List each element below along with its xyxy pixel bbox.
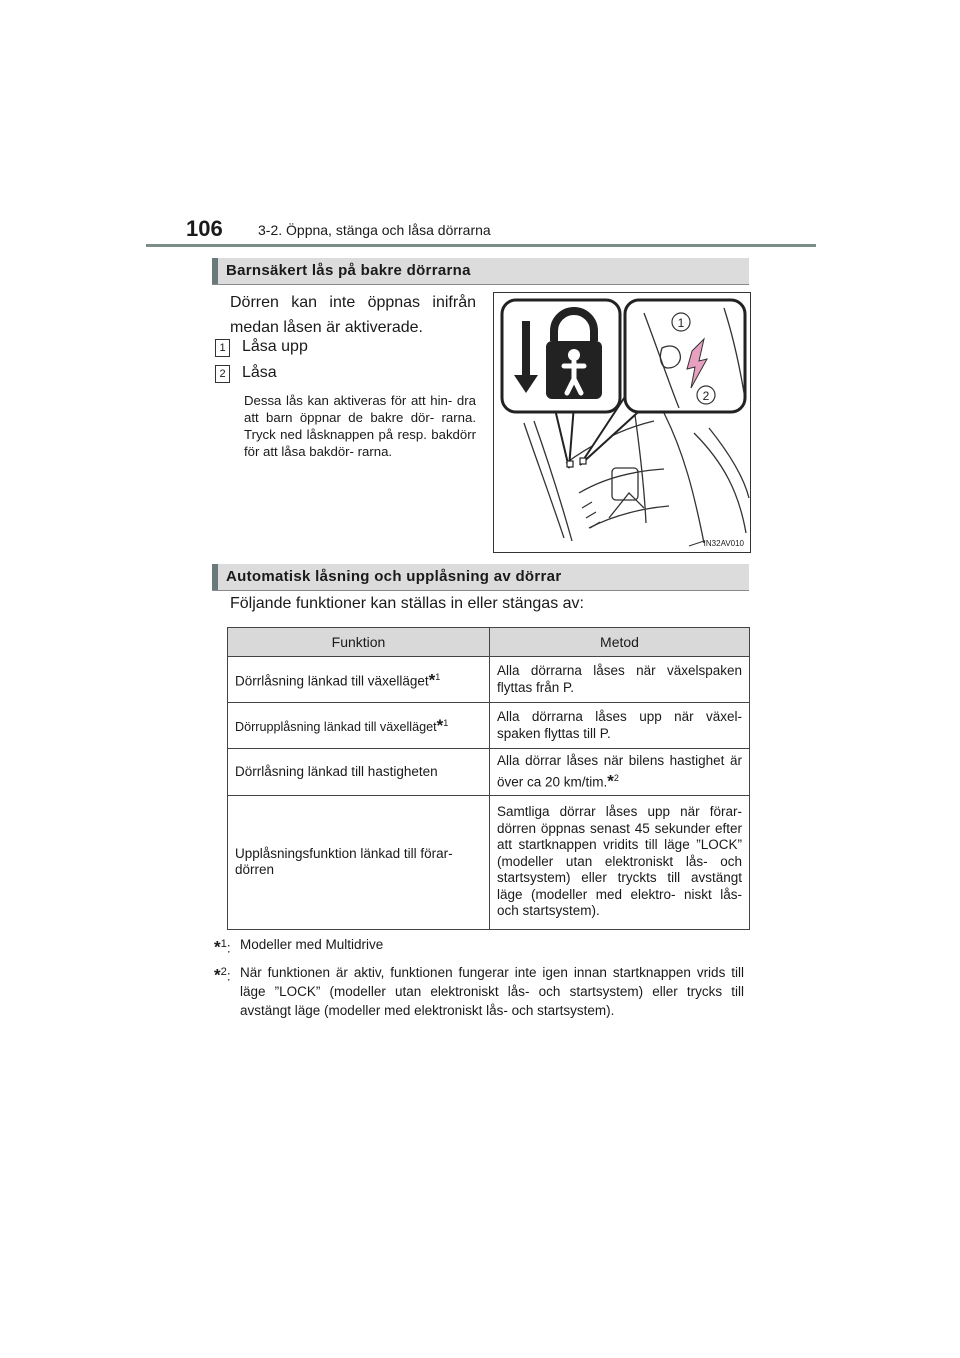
section-accent — [212, 258, 218, 284]
table-header-row — [228, 628, 750, 657]
section-heading-auto-lock — [212, 564, 749, 591]
figure-callout-2: 2 — [702, 389, 710, 403]
table-row — [228, 749, 750, 796]
function-table — [227, 627, 750, 930]
table-cell-method: Samtliga dörrar låses upp när förar- dörren öppnas senast 45 sekunder efter att startknappen vridits till läge ”LOCK” (modeller utan elektroniskt lås- och startsystem) eller tryckts till avstängt läge (modeller med elektro- niskt lås- och startsystem). — [490, 795, 750, 929]
footnote-number: 2 — [220, 966, 227, 978]
section-title: Barnsäkert lås på bakre dörrarna — [226, 262, 471, 279]
footnote-star: * — [214, 937, 221, 957]
note-paragraph: Dessa lås kan aktiveras för att hin- dra att barn öppnar de bakre dör- rarna. Tryck ned låsknappen på resp. bakdörr för att låsa bakdör- rarna. — [244, 393, 476, 459]
footnote-ref: 2 — [613, 772, 619, 783]
footnote-text: Modeller med Multidrive — [240, 937, 384, 952]
footnote-mark: * — [436, 716, 444, 736]
table-row — [228, 795, 750, 929]
table-cell-function — [228, 657, 490, 703]
lead-paragraph: Följande funktioner kan ställas in eller stängas av: — [230, 595, 584, 612]
footnote-number: 1 — [220, 938, 227, 950]
table-row — [228, 657, 750, 703]
table-cell-method: Alla dörrarna låses upp när växel- spaken flyttas till P. — [490, 703, 750, 749]
figure-code: IN32AV010 — [703, 539, 744, 548]
footnote-text: När funktionen är aktiv, funktionen fungerar inte igen innan startknappen vrids till läge ”LOCK” (modeller utan elektroniskt lås- och startsystem) eller trycks till avstängt läge (modeller med elektroniskt lås- och startsystem). — [240, 965, 744, 1018]
item-number-badge: 1 — [215, 339, 230, 357]
item-number-badge: 2 — [215, 365, 230, 383]
intro-paragraph: Dörren kan inte öppnas inifrån medan låsen är aktiverade. — [230, 294, 476, 336]
page-number: 106 — [186, 216, 223, 241]
footnote-star: * — [214, 965, 221, 985]
door-illustration-svg — [494, 293, 750, 552]
footnote-marker: *$^2$: — [214, 965, 231, 985]
section-accent — [212, 564, 218, 590]
footnote-2 — [214, 963, 744, 1020]
header-method: Metod — [490, 628, 750, 657]
section-title: Automatisk låsning och upplåsning av dörrar — [226, 568, 562, 585]
footnote-mark: * — [607, 771, 614, 790]
table-cell-method — [490, 749, 750, 796]
table-row — [228, 703, 750, 749]
footnote-marker: *$^1$: — [214, 937, 231, 957]
table-cell-function — [228, 703, 490, 749]
table-cell-method: Alla dörrarna låses när växelspaken flyttas från P. — [490, 657, 750, 703]
item-label-lock: Låsa — [242, 364, 277, 381]
footnote-ref: 1 — [443, 718, 449, 729]
figure-callout-1: 1 — [677, 316, 685, 330]
function-text: Dörrlåsning länkad till växelläget — [235, 673, 429, 689]
footnote-1 — [214, 935, 744, 957]
section-heading-child-lock — [212, 258, 749, 285]
item-label-unlock: Låsa upp — [242, 338, 308, 355]
table-cell-function: Dörrlåsning länkad till hastigheten — [228, 749, 490, 796]
footnote-ref: 1 — [435, 672, 441, 682]
chapter-title: 3-2. Öppna, stänga och låsa dörrarna — [258, 222, 491, 238]
header-rule — [146, 244, 816, 247]
footnote-mark: * — [428, 670, 436, 690]
header-function: Funktion — [228, 628, 490, 657]
child-lock-illustration — [493, 292, 751, 553]
table-cell-function: Upplåsningsfunktion länkad till förar- dörren — [228, 795, 490, 929]
method-text: Alla dörrar låses när bilens hastighet är över ca 20 km/tim. — [497, 753, 742, 789]
child-lock-icon — [514, 311, 602, 399]
function-text: Dörrupplåsning länkad till växelläget — [235, 720, 437, 735]
